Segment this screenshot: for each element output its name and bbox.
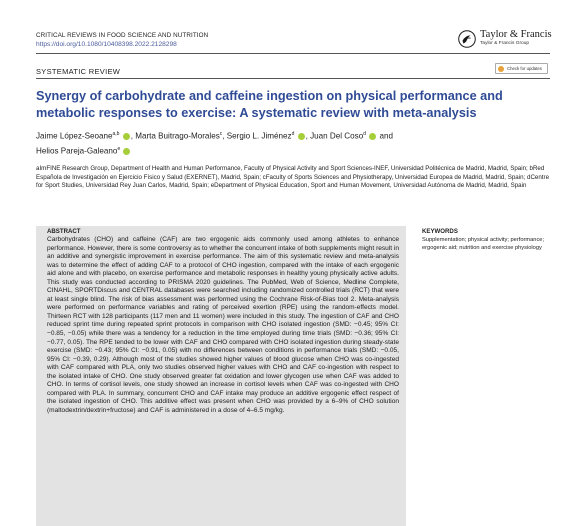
publisher-logo[interactable] xyxy=(458,29,552,48)
publisher-name: Taylor & Francis xyxy=(480,29,552,40)
publisher-group: Taylor & Francis Group xyxy=(480,41,530,46)
author-separator: , xyxy=(130,131,136,141)
article-title: Synergy of carbohydrate and caffeine ingestion on physical performance and metabolic responses to exercise: A systematic review with meta-analysis xyxy=(36,89,503,120)
orcid-icon[interactable] xyxy=(123,148,130,155)
check-updates-label: Check for updates xyxy=(507,66,542,71)
orcid-icon[interactable] xyxy=(298,133,305,140)
article-type: SYSTEMATIC REVIEW xyxy=(36,67,121,76)
author-separator: , xyxy=(305,131,311,141)
keywords-text: Supplementation; physical activity; performance; ergogenic aid; nutrition and exercise physiology xyxy=(422,237,545,252)
abstract-heading: ABSTRACT xyxy=(47,228,81,235)
author-name[interactable]: Sergio L. Jiménez xyxy=(226,131,292,141)
abstract-text: Carbohydrates (CHO) and caffeine (CAF) are two ergogenic aids commonly used among athletes to enhance performance. However, there is some controversy as to whether the concurrent intake of both supplements might result in an additive and synergistic improvement in exercise performance. The aim of this systematic review and meta-analysis was to determine the effect of adding CAF to a protocol of CHO ingestion, compared with the intake of each ergogenic aid alone and with placebo, on exercise performance and metabolic responses in healthy young physically active adults. This study was conducted according to PRISMA 2020 guidelines. The PubMed, Web of Science, Medline Complete, CINAHL, SPORTDiscus and CENTRAL databases were searched including randomized controlled trials (RCT) that were at least single blind. The risk of bias assessment was performed using the Cochrane Risk-of-Bias tool 2. Meta-analysis were performed on performance variables and rating of perceived exertion (RPE) using the random-effects model. Thirteen RCT with 128 participants (117 men and 11 women) were included in this study. The ingestion of CAF and CHO reduced sprint time during repeated sprint protocols in comparison with CHO isolated ingestion (SMD: −0.45; 95% CI: −0.85, −0.05) while there was a tendency for a reduction in the time employed during time trials (SMD: −0.36; 95% CI: −0.77, 0.05). The RPE tended to be lower with CAF and CHO compared with CHO isolated ingestion during steady-state exercise (SMD: −0.43; 95% CI: −0.91, 0.05) with no differences between conditions in performance trials (SMD: −0.05, 95% CI: −0.39, 0.29). Although most of the studies showed higher values of blood glucose when CHO was co-ingested with CAF compared with PLA, only two studies observed higher values with CHO and CAF co-ingestion with respect to the isolated intake of CHO. One study observed greater fat oxidation and lower glycogen use when CAF was added to CHO. In terms of cortisol levels, one study showed an increase in cortisol levels when CAF was co-ingested with CHO compared with PLA. In summary, concurrent CHO and CAF intake may produce an additive ergogenic effect respect of the isolated ingestion of CHO. This additive effect was present when CHO was provided by a 6–9% of CHO solution (maltodextrin/dextrin+fructose) and CAF is administered in a dose of 4–6.5 mg/kg. xyxy=(47,236,399,414)
author-name[interactable]: Marta Buitrago-Morales xyxy=(135,131,220,141)
author-separator: and xyxy=(377,131,393,141)
orcid-icon[interactable] xyxy=(369,133,376,140)
orcid-icon[interactable] xyxy=(123,133,130,140)
section-rule xyxy=(36,78,550,79)
author-name[interactable]: Juan Del Coso xyxy=(310,131,364,141)
author-affil-marker: e xyxy=(117,146,121,153)
author-name[interactable]: Helios Pareja-Galeano xyxy=(36,146,118,156)
doi-link[interactable]: https://doi.org/10.1080/10408398.2022.2128298 xyxy=(36,41,177,48)
author-affil-marker: c xyxy=(219,131,223,137)
check-for-updates-button[interactable] xyxy=(495,63,548,74)
author-separator: , xyxy=(222,131,227,141)
taylor-francis-logo-icon xyxy=(458,30,476,48)
author-affil-marker: d xyxy=(363,131,366,137)
affiliations: aImFINE Research Group, Department of Health and Human Performance, Faculty of Physical Activity and Sport Sciences-INEF, Universidad Politécnica de Madrid, Madrid, Spain; bRed Española de Investigación en Ejercicio Físico y Salud (EXERNET), Madrid, Spain; cFaculty of Sports Sciences and Physiotherapy, Universidad Europea de Madrid, Madrid, Spain; dCentre for Sport Studies, Universidad Rey Juan Carlos, Madrid, Spain; eDepartment of Physical Education, Sport and Human Movement, Universidad Autónoma de Madrid, Madrid, Spain xyxy=(36,165,550,190)
author-affil-marker: a,b xyxy=(112,131,120,137)
journal-name: CRITICAL REVIEWS IN FOOD SCIENCE AND NUTRITION xyxy=(36,32,209,39)
author-name[interactable]: Jaime López-Seoane xyxy=(36,131,113,141)
check-updates-icon xyxy=(498,66,504,72)
author-affil-marker: d xyxy=(291,131,295,137)
keywords-heading: KEYWORDS xyxy=(422,228,458,235)
header-rule xyxy=(36,53,550,54)
author-list xyxy=(36,128,556,158)
